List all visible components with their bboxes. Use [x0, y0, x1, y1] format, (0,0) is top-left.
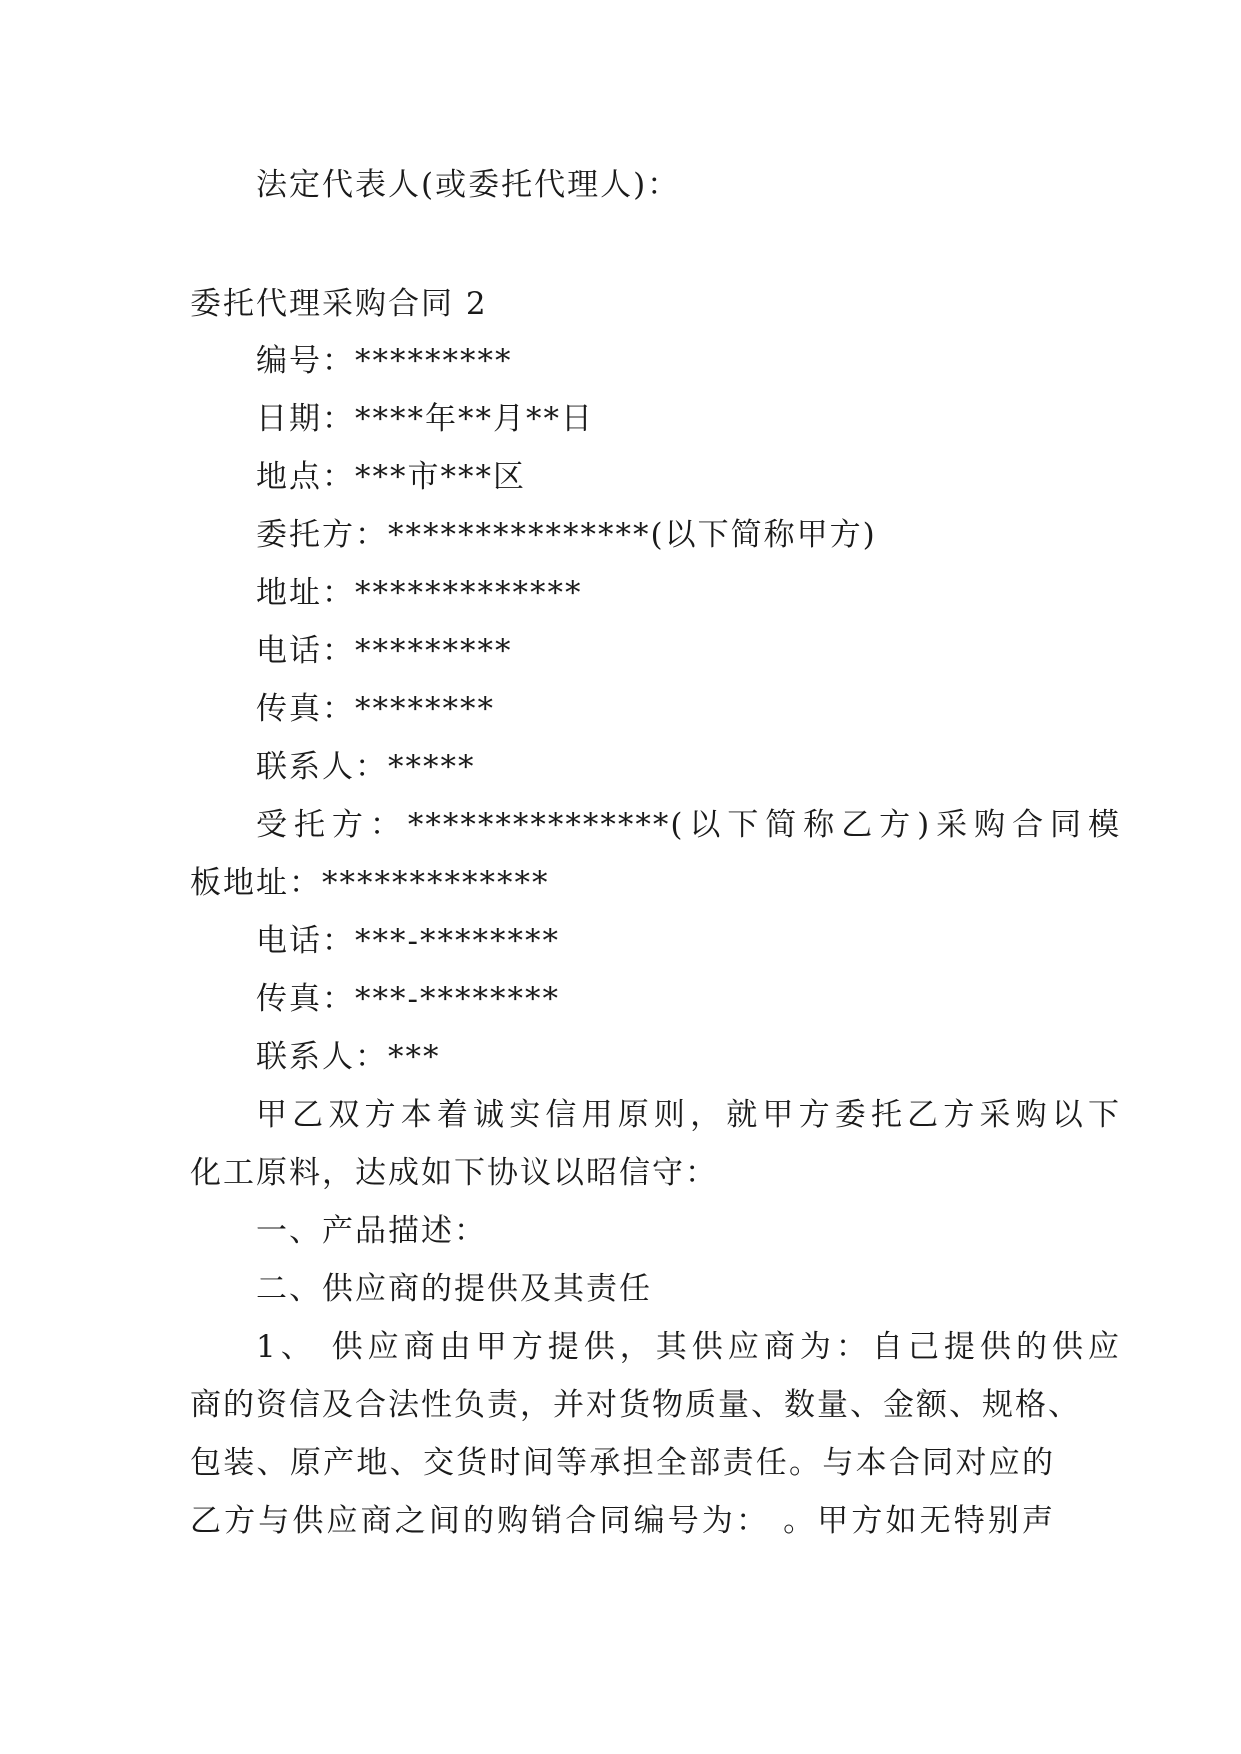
- section-title: 委托代理采购合同 2: [190, 286, 488, 322]
- legal-representative-line: 法定代表人(或委托代理人)：: [256, 167, 681, 203]
- agent-fax-line: 传真：***-********: [256, 981, 560, 1017]
- principal-line: 委托方：***************(以下简称甲方): [256, 517, 877, 553]
- date-line: 日期：****年**月**日: [256, 401, 594, 437]
- supplier-paragraph-line-4: 乙方与供应商之间的购销合同编号为： 。甲方如无特别声: [190, 1503, 1055, 1539]
- contract-number-line: 编号：*********: [256, 343, 513, 379]
- location-line: 地点：***市***区: [256, 459, 526, 495]
- supplier-paragraph-line-3: 包装、原产地、交货时间等承担全部责任。与本合同对应的: [190, 1445, 1055, 1481]
- principal-phone-line: 电话：*********: [256, 633, 513, 669]
- supplier-paragraph-line-2: 商的资信及合法性负责，并对货物质量、数量、金额、规格、: [190, 1387, 1081, 1423]
- supplier-paragraph-line-1: 1、 供应商由甲方提供，其供应商为：自己提供的供应: [256, 1329, 1121, 1365]
- principal-address-line: 地址：*************: [256, 575, 583, 611]
- product-description-heading: 一、产品描述：: [256, 1213, 487, 1249]
- agreement-paragraph-line-1: 甲乙双方本着诚实信用原则，就甲方委托乙方采购以下: [256, 1097, 1121, 1133]
- agent-contact-line: 联系人：***: [256, 1039, 441, 1075]
- agent-phone-line: 电话：***-********: [256, 923, 560, 959]
- principal-fax-line: 传真：********: [256, 691, 495, 727]
- agent-line: 受托方：***************(以下简称乙方)采购合同模: [256, 807, 1121, 843]
- principal-contact-line: 联系人：*****: [256, 749, 476, 785]
- agreement-paragraph-line-2: 化工原料，达成如下协议以昭信守：: [190, 1155, 718, 1191]
- agent-address-line: 板地址：*************: [190, 865, 550, 901]
- supplier-heading: 二、供应商的提供及其责任: [256, 1271, 652, 1307]
